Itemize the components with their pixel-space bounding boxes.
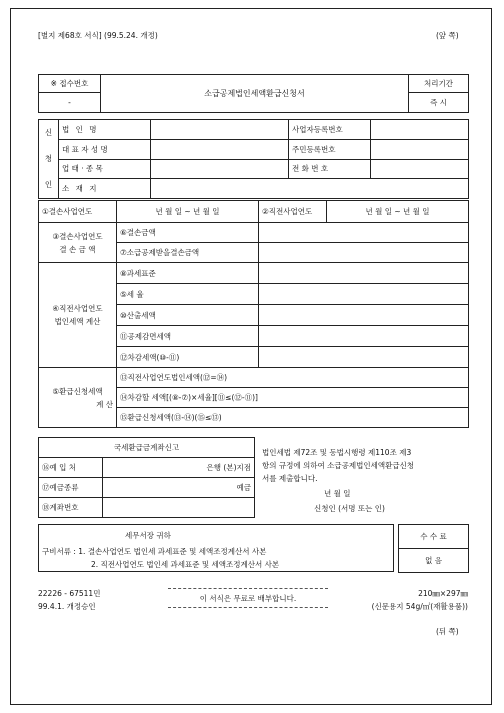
tax-base-value[interactable] xyxy=(259,263,469,284)
loss-amount-label: ⑥결손금액 xyxy=(117,223,259,243)
carryback-amount-label: ⑦소급공제받을결손금액 xyxy=(117,243,259,263)
corp-name-value[interactable] xyxy=(151,120,289,140)
loss-amount-value[interactable] xyxy=(259,223,469,243)
rep-name-label: 대 표 자 성 명 xyxy=(59,139,151,159)
bank-table xyxy=(38,437,255,518)
prev-corp-tax-label: ⑬직전사업연도법인세액(⑫=⑭) xyxy=(117,368,469,388)
loss-year-label: ①결손사업연도 xyxy=(39,201,117,223)
form-id: [별지 제68호 서식] (99.5.24. 개정) xyxy=(38,31,158,40)
resident-reg-value[interactable] xyxy=(371,139,469,159)
resident-reg-label: 주민등록번호 xyxy=(289,139,371,159)
refund-request-label: ⑮환급신청세액(⑬-⑭)(⑮≤⑬) xyxy=(117,408,469,428)
approval-date: 99.4.1. 개정승인 xyxy=(38,602,96,611)
phone-value[interactable] xyxy=(371,159,469,179)
address-label: 소 재 지 xyxy=(59,179,151,199)
corp-name-label: 법 인 명 xyxy=(59,120,151,140)
statement-block xyxy=(262,446,472,515)
fee-value: 없 음 xyxy=(399,549,469,573)
form-code: 22226 - 67511민 xyxy=(38,589,101,598)
receipt-label: ※ 접수번호 xyxy=(39,75,101,93)
free-notice-box xyxy=(168,588,328,608)
paper-type: (신문용지 54g/㎡(재활용품)) xyxy=(371,602,468,611)
statement-line-1: 법인세법 제72조 및 동법시행령 제110조 제3 xyxy=(262,448,412,457)
prev-year-value[interactable]: 년 월 일 ~ 년 월 일 xyxy=(327,201,469,223)
paper-size: 210㎜×297㎜ xyxy=(418,589,468,598)
statement-line-2: 항의 규정에 의하여 소급공제법인세액환급신청 xyxy=(262,461,415,470)
bank-deposit-value[interactable]: 은행 (본)지점 xyxy=(103,458,255,478)
notice-top-dash xyxy=(168,588,328,589)
required-docs-2: 2. 직전사업연도 법인세 과세표준 및 세액조정계산서 사본 xyxy=(91,560,280,569)
tax-rate-value[interactable] xyxy=(259,284,469,305)
title-table xyxy=(38,74,469,113)
net-tax-label: ⑫차감세액(⑩-⑪) xyxy=(117,347,259,368)
notice-bottom-dash xyxy=(168,607,328,608)
bank-deposit-label: ⑯예 입 처 xyxy=(39,458,103,478)
tax-base-label: ⑧과세표준 xyxy=(117,263,259,284)
phone-label: 전 화 번 호 xyxy=(289,159,371,179)
applicant-table xyxy=(38,119,469,199)
processing-period-label: 처리기간 xyxy=(409,75,469,93)
bank-title: 국세환급금계좌신고 xyxy=(39,438,255,458)
receipt-number: - xyxy=(39,93,101,113)
fee-label: 수 수 료 xyxy=(399,525,469,549)
calc-table xyxy=(38,222,469,428)
processing-period-value: 즉 시 xyxy=(409,93,469,113)
business-reg-label: 사업자등록번호 xyxy=(289,120,371,140)
page-side-label: (앞 쪽) xyxy=(436,31,459,40)
address-value[interactable] xyxy=(151,179,469,199)
account-number-label: ⑱계좌번호 xyxy=(39,498,103,518)
statement-signer[interactable]: 신청인 (서명 또는 인) xyxy=(314,504,385,513)
years-table xyxy=(38,200,469,223)
addressee: 세무서장 귀하 xyxy=(125,531,171,540)
applicant-group-label: 신 청 인 xyxy=(39,120,59,199)
carryback-amount-value[interactable] xyxy=(259,243,469,263)
net-tax-value[interactable] xyxy=(259,347,469,368)
required-docs-1: 구비서류 : 1. 결손사업연도 법인세 과세표준 및 세액조정계산서 사본 xyxy=(42,547,267,556)
loss-section-label: ③결손사업연도 결 손 금 액 xyxy=(39,223,117,263)
business-type-value[interactable] xyxy=(151,159,289,179)
business-type-label: 업 태 · 종 목 xyxy=(59,159,151,179)
deduction-tax-label: ⑪공제감면세액 xyxy=(117,326,259,347)
free-notice: 이 서식은 무료로 배부합니다. xyxy=(199,594,297,603)
addressee-box xyxy=(38,524,394,572)
calculated-tax-label: ⑩산출세액 xyxy=(117,305,259,326)
calculated-tax-value[interactable] xyxy=(259,305,469,326)
rep-name-value[interactable] xyxy=(151,139,289,159)
tax-rate-label: ⑤세 율 xyxy=(117,284,259,305)
account-type-label: ⑰예금종류 xyxy=(39,478,103,498)
statement-date: 년 월 일 xyxy=(324,489,351,498)
back-side-label: (뒤 쪽) xyxy=(436,627,459,636)
business-reg-value[interactable] xyxy=(371,120,469,140)
account-type-value[interactable]: 예금 xyxy=(103,478,255,498)
deduct-tax-label: ⑭차감할 세액[(⑧-⑦)×세율][⑪≤(⑫-⑪)] xyxy=(117,388,469,408)
prev-year-label: ②직전사업연도 xyxy=(259,201,327,223)
fee-table xyxy=(398,524,469,573)
prev-section-label: ④직전사업연도 법인세액 계산 xyxy=(39,263,117,368)
form-title: 소급공제법인세액환급신청서 xyxy=(101,75,409,113)
loss-year-value[interactable]: 년 월 일 ~ 년 월 일 xyxy=(117,201,259,223)
refund-section-label: ⑤환급신청세액 계 산 xyxy=(39,368,117,428)
deduction-tax-value[interactable] xyxy=(259,326,469,347)
account-number-value[interactable] xyxy=(103,498,255,518)
statement-line-3: 서를 제출합니다. xyxy=(262,474,318,483)
